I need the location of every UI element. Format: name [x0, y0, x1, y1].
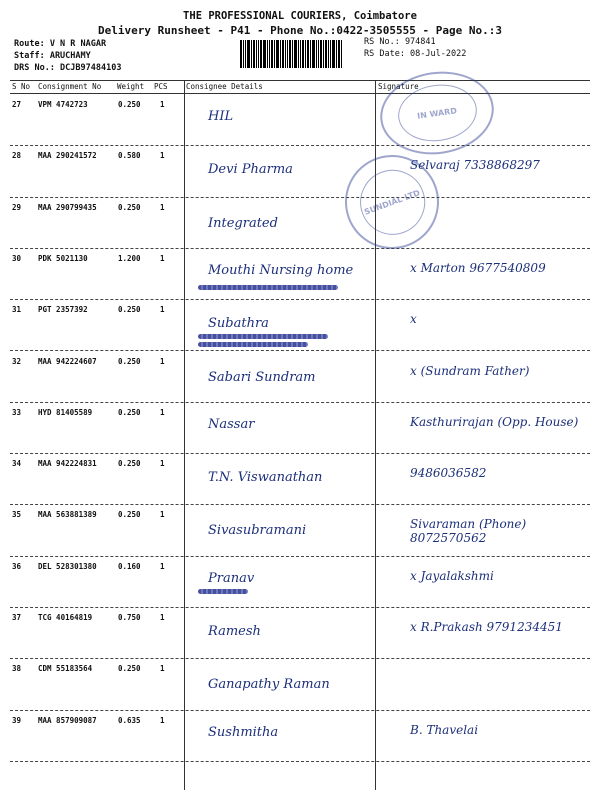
row-signature: Sivaraman (Phone) 8072570562 — [410, 517, 527, 546]
row-signature: x — [410, 312, 417, 327]
inward-stamp-label: IN WARD — [394, 79, 480, 146]
row-weight: 0.250 — [118, 459, 141, 469]
row-consignment-no: MAA 942224831 — [38, 459, 97, 469]
table-row — [10, 352, 590, 403]
drs-label: DRS No.: DCJB97484103 — [14, 63, 122, 73]
table-row — [10, 403, 590, 454]
row-consignment-no: VPM 4742723 — [38, 100, 88, 109]
strikethrough-scribble — [198, 589, 248, 594]
row-consignee: Nassar — [208, 416, 255, 432]
row-consignee: Pranav — [208, 570, 255, 586]
row-weight: 0.250 — [118, 407, 141, 417]
row-consignee: T.N. Viswanathan — [208, 470, 323, 486]
row-weight: 0.250 — [118, 356, 141, 366]
row-pcs: 1 — [160, 151, 165, 161]
runsheet-header — [0, 0, 600, 80]
row-weight: 0.750 — [118, 613, 141, 622]
row-consignee: Sivasubramani — [208, 523, 307, 539]
row-signature: B. Thavelai — [410, 722, 479, 737]
row-sno: 32 — [12, 356, 22, 366]
row-consignment-no: MAA 857909087 — [38, 715, 97, 725]
row-consignee: Ramesh — [208, 624, 261, 639]
row-weight: 0.635 — [118, 715, 141, 725]
row-sno: 36 — [12, 561, 22, 571]
table-row — [10, 659, 590, 710]
row-weight: 1.200 — [118, 253, 141, 263]
row-signature: 9486036582 — [410, 466, 487, 481]
staff-label: Staff: ARUCHAMY — [14, 51, 91, 61]
table-row — [10, 95, 590, 146]
rs-number: RS No.: 974841 — [364, 37, 436, 47]
row-pcs: 1 — [160, 407, 165, 417]
row-weight: 0.250 — [118, 100, 141, 109]
table-row — [10, 454, 590, 505]
company-seal-label: SUNDIAL LTD — [350, 160, 433, 243]
rs-date: RS Date: 08-Jul-2022 — [364, 49, 467, 59]
row-pcs: 1 — [160, 459, 165, 469]
row-pcs: 1 — [160, 510, 165, 520]
row-signature: x Jayalakshmi — [410, 568, 494, 583]
runsheet-title: Delivery Runsheet - P41 - Phone No.:0422-3505555 - Page No.:3 — [98, 24, 502, 37]
row-weight: 0.580 — [118, 151, 141, 161]
row-consignment-no: TCG 40164819 — [38, 613, 93, 622]
table-row — [10, 505, 590, 556]
row-consignee: HIL — [208, 109, 234, 124]
row-signature: x (Sundram Father) — [410, 363, 530, 378]
row-sno: 31 — [12, 305, 22, 315]
table-row — [10, 608, 590, 659]
row-sno: 33 — [12, 407, 22, 417]
table-row — [10, 711, 590, 762]
col-signature: Signature — [378, 82, 419, 91]
row-consignee: Sushmitha — [208, 724, 279, 740]
row-consignment-no: MAA 290799435 — [38, 202, 97, 212]
row-consignment-no: MAA 290241572 — [38, 151, 97, 161]
col-pcs: PCS — [154, 82, 168, 91]
row-consignee: Subathra — [208, 316, 269, 332]
table-row — [10, 146, 590, 197]
row-consignee: Ganapathy Raman — [208, 677, 330, 693]
row-consignment-no: HYD 81405589 — [38, 407, 93, 417]
row-pcs: 1 — [160, 715, 165, 725]
row-weight: 0.160 — [118, 561, 141, 571]
row-pcs: 1 — [160, 253, 165, 263]
col-sno: S No — [12, 82, 31, 91]
row-consignment-no: PDK 5021130 — [38, 253, 88, 263]
row-consignment-no: PGT 2357392 — [38, 305, 88, 315]
row-consignee: Integrated — [208, 215, 278, 231]
row-pcs: 1 — [160, 664, 165, 674]
row-pcs: 1 — [160, 613, 165, 622]
company-title: THE PROFESSIONAL COURIERS, Coimbatore — [183, 10, 417, 22]
table-row — [10, 249, 590, 300]
row-sno: 39 — [12, 715, 22, 725]
row-consignment-no: DEL 528301380 — [38, 561, 97, 571]
col-weight: Weight — [117, 82, 145, 91]
strikethrough-scribble — [198, 334, 328, 339]
row-weight: 0.250 — [118, 510, 141, 520]
row-consignment-no: MAA 942224607 — [38, 356, 97, 366]
row-signature: x Marton 9677540809 — [410, 260, 546, 275]
row-sno: 34 — [12, 459, 22, 469]
row-signature: Selvaraj 7338868297 — [410, 158, 540, 173]
row-consignee: Sabari Sundram — [208, 369, 316, 385]
row-pcs: 1 — [160, 356, 165, 366]
row-sno: 28 — [12, 151, 22, 161]
row-sno: 27 — [12, 100, 22, 109]
row-weight: 0.250 — [118, 202, 141, 212]
row-sno: 35 — [12, 510, 22, 520]
row-consignment-no: CDM 55183564 — [38, 664, 93, 674]
row-pcs: 1 — [160, 100, 165, 109]
row-consignee: Devi Pharma — [208, 162, 293, 178]
row-consignee: Mouthi Nursing home — [208, 262, 354, 278]
strikethrough-scribble — [198, 342, 308, 347]
row-pcs: 1 — [160, 561, 165, 571]
row-pcs: 1 — [160, 202, 165, 212]
table-row — [10, 198, 590, 249]
row-sno: 30 — [12, 253, 22, 263]
table-row — [10, 557, 590, 608]
col-consignment: Consignment No — [38, 82, 102, 91]
row-sno: 37 — [12, 613, 22, 622]
row-signature: Kasthurirajan (Opp. House) — [410, 414, 579, 429]
row-pcs: 1 — [160, 305, 165, 315]
col-consignee: Consignee Details — [186, 82, 263, 91]
route-label: Route: V N R NAGAR — [14, 39, 107, 49]
row-sno: 38 — [12, 664, 22, 674]
row-weight: 0.250 — [118, 664, 141, 674]
row-sno: 29 — [12, 202, 22, 212]
barcode-image — [240, 40, 350, 68]
strikethrough-scribble — [198, 285, 338, 290]
row-weight: 0.250 — [118, 305, 141, 315]
row-consignment-no: MAA 563881389 — [38, 510, 97, 520]
row-signature: x R.Prakash 9791234451 — [410, 620, 563, 634]
